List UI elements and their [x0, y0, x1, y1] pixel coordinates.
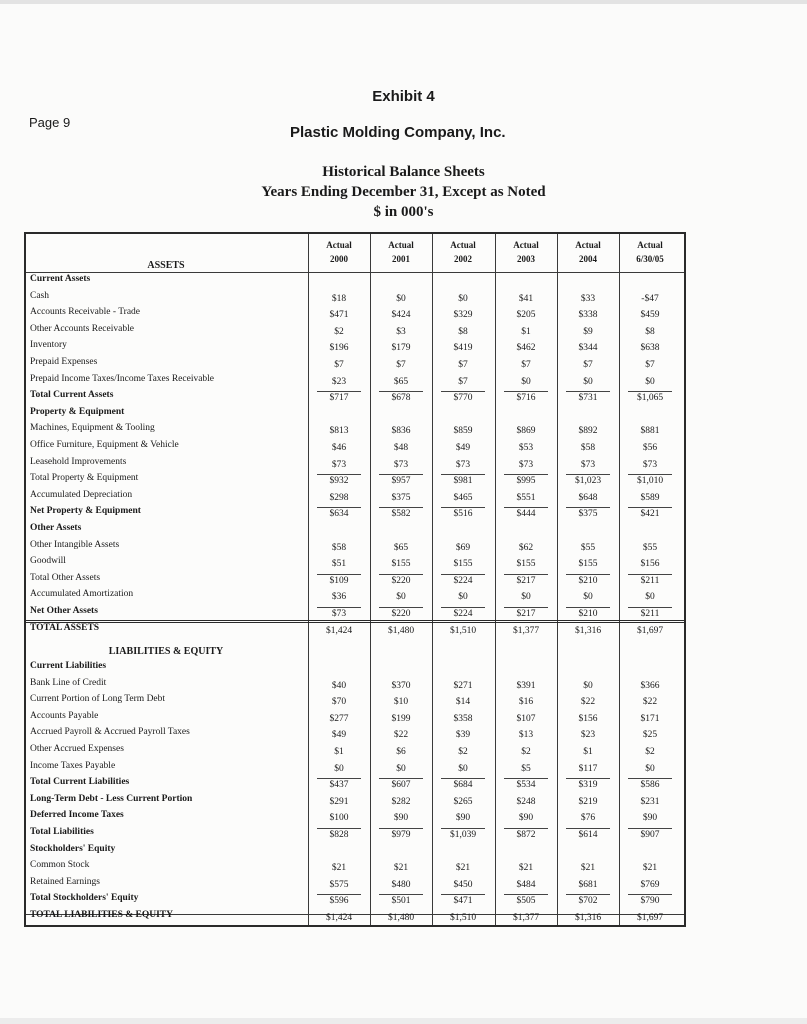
- asset-cell: $0: [645, 376, 655, 387]
- asset-cell: $459: [640, 310, 660, 321]
- liability-cell: $76: [580, 813, 596, 824]
- asset-cell: $678: [391, 393, 411, 404]
- asset-cell: $56: [642, 443, 658, 453]
- liability-cell: $40: [331, 680, 347, 691]
- asset-cell: $41: [518, 293, 534, 304]
- column-header-period: 2000: [330, 254, 348, 264]
- asset-cell: -$47: [641, 293, 659, 304]
- column-divider: [557, 234, 558, 925]
- liability-cell: $282: [391, 796, 411, 807]
- asset-row-label: Cash: [30, 290, 49, 301]
- asset-cell: $859: [453, 426, 473, 437]
- liability-cell: $21: [580, 863, 596, 874]
- asset-row-label: Leasehold Improvements: [30, 456, 127, 467]
- asset-row-label: Total Other Assets: [30, 572, 101, 583]
- liability-cell: $702: [578, 896, 598, 907]
- column-header-top: Actual: [575, 240, 601, 250]
- liability-cell: $21: [331, 863, 347, 874]
- liability-cell: $596: [329, 896, 349, 907]
- asset-cell: $338: [578, 310, 598, 321]
- liability-cell: $790: [640, 896, 660, 907]
- liability-cell: $2: [645, 747, 655, 757]
- total-underline: [317, 607, 361, 608]
- scan-edge-top: [0, 0, 807, 4]
- asset-cell: $53: [518, 443, 534, 453]
- liability-cell: $2: [521, 747, 531, 757]
- asset-cell: $444: [516, 509, 536, 520]
- column-header: [560, 238, 616, 266]
- asset-row-label: Other Assets: [30, 523, 82, 533]
- asset-cell: $8: [645, 326, 655, 337]
- liability-cell: $872: [516, 830, 536, 840]
- asset-cell: $7: [396, 360, 406, 370]
- liability-cell: $21: [642, 863, 658, 874]
- liability-cell: $22: [642, 697, 658, 708]
- asset-cell: $0: [645, 592, 655, 603]
- column-header-period: 2004: [579, 254, 597, 264]
- asset-row-label: Goodwill: [30, 556, 66, 567]
- total-underline: [441, 574, 485, 575]
- liability-cell: $1,316: [574, 913, 602, 923]
- asset-cell: $1,510: [449, 625, 477, 636]
- liability-cell: $271: [453, 680, 473, 691]
- liability-cell: $391: [516, 680, 536, 691]
- liability-cell: $575: [329, 879, 349, 890]
- asset-row-label: Accumulated Depreciation: [30, 489, 133, 500]
- asset-cell: $73: [455, 459, 471, 470]
- section-divider: [26, 620, 684, 623]
- asset-cell: $0: [396, 293, 406, 304]
- asset-cell: $881: [640, 426, 660, 437]
- asset-cell: $7: [334, 360, 344, 370]
- asset-row-label: Property & Equipment: [30, 406, 125, 417]
- asset-row-label: Total Current Assets: [30, 390, 114, 401]
- asset-row-label: Current Assets: [30, 274, 91, 284]
- asset-cell: $55: [642, 542, 658, 553]
- liability-cell: $684: [453, 780, 473, 791]
- asset-cell: $0: [521, 376, 531, 387]
- asset-cell: $155: [578, 559, 598, 570]
- liability-cell: $907: [640, 830, 660, 840]
- liability-cell: $501: [391, 896, 411, 907]
- liability-cell: $22: [580, 697, 596, 708]
- asset-cell: $18: [331, 293, 347, 304]
- column-divider: [495, 234, 496, 925]
- asset-cell: $155: [453, 559, 473, 570]
- asset-cell: $731: [578, 393, 598, 404]
- total-underline: [379, 607, 423, 608]
- liability-row-label: Other Accrued Expenses: [30, 744, 124, 754]
- liability-cell: $199: [391, 713, 411, 724]
- liability-cell: $769: [640, 879, 660, 890]
- column-header: [311, 238, 367, 266]
- asset-cell: $62: [518, 542, 534, 553]
- asset-cell: $716: [516, 393, 536, 404]
- liability-cell: $534: [516, 780, 536, 791]
- asset-cell: $9: [583, 326, 593, 337]
- liability-cell: $156: [578, 713, 598, 724]
- asset-cell: $73: [518, 459, 534, 470]
- asset-row-label: Other Intangible Assets: [30, 539, 120, 550]
- liability-cell: $0: [396, 763, 406, 774]
- liability-cell: $1,697: [636, 913, 664, 923]
- asset-cell: $224: [453, 575, 473, 586]
- asset-cell: $995: [516, 476, 536, 487]
- asset-cell: $155: [391, 559, 411, 570]
- asset-cell: $73: [642, 459, 658, 470]
- total-underline: [504, 574, 548, 575]
- liability-cell: $25: [642, 730, 658, 741]
- liability-cell: $1: [583, 747, 593, 757]
- asset-cell: $634: [329, 509, 349, 520]
- asset-row-label: Net Other Assets: [30, 606, 98, 616]
- liability-row-label: Accounts Payable: [30, 710, 99, 721]
- liability-cell: $2: [458, 747, 468, 757]
- asset-cell: $0: [458, 592, 468, 603]
- asset-cell: $1,480: [387, 625, 415, 636]
- liability-cell: $358: [453, 713, 473, 724]
- asset-cell: $51: [331, 559, 347, 570]
- liability-cell: $13: [518, 730, 534, 741]
- column-header-top: Actual: [388, 240, 414, 250]
- asset-cell: $1,023: [574, 476, 602, 487]
- liability-cell: $49: [331, 730, 347, 741]
- liability-cell: $90: [518, 813, 534, 824]
- asset-cell: $210: [578, 609, 598, 619]
- asset-cell: $770: [453, 393, 473, 404]
- sheet-units: $ in 000's: [373, 204, 434, 220]
- asset-row-label: Office Furniture, Equipment & Vehicle: [30, 440, 179, 450]
- asset-cell: $471: [329, 310, 349, 321]
- column-header-period: 6/30/05: [636, 254, 664, 264]
- total-underline: [379, 574, 423, 575]
- asset-cell: $8: [458, 326, 468, 337]
- asset-cell: $1,424: [325, 625, 353, 636]
- liability-row-label: Income Taxes Payable: [30, 760, 116, 771]
- asset-row-label: Accounts Receivable - Trade: [30, 307, 141, 318]
- asset-cell: $220: [391, 609, 411, 619]
- asset-cell: $375: [578, 509, 598, 520]
- asset-cell: $957: [391, 476, 411, 487]
- liabilities-section-title: LIABILITIES & EQUITY: [108, 646, 224, 657]
- liability-cell: $366: [640, 680, 660, 691]
- asset-cell: $1,065: [636, 393, 664, 404]
- liability-cell: $21: [393, 863, 409, 874]
- asset-cell: $210: [578, 575, 598, 586]
- asset-cell: $932: [329, 476, 349, 487]
- liability-cell: $614: [578, 830, 598, 840]
- liability-cell: $70: [331, 697, 347, 708]
- liability-row-label: Bank Line of Credit: [30, 677, 107, 688]
- asset-cell: $465: [453, 492, 473, 503]
- asset-cell: $55: [580, 542, 596, 553]
- asset-cell: $65: [393, 542, 409, 553]
- liability-cell: $0: [583, 680, 593, 691]
- asset-cell: $648: [578, 492, 598, 503]
- total-underline: [628, 607, 672, 608]
- asset-cell: $220: [391, 575, 411, 586]
- asset-cell: $0: [396, 592, 406, 603]
- liability-cell: $484: [516, 879, 536, 890]
- asset-cell: $7: [645, 360, 655, 370]
- scan-edge-bottom: [0, 1018, 807, 1024]
- sheet-subtitle: Years Ending December 31, Except as Noted: [261, 184, 546, 200]
- asset-cell: $48: [393, 443, 409, 453]
- liability-cell: $265: [453, 796, 473, 807]
- asset-cell: $196: [329, 343, 349, 354]
- liability-cell: $171: [640, 713, 660, 724]
- asset-cell: $7: [458, 360, 468, 370]
- liability-cell: $1,510: [449, 913, 477, 923]
- assets-section-title: ASSETS: [147, 260, 185, 271]
- liability-cell: $6: [396, 747, 406, 757]
- asset-cell: $109: [329, 575, 349, 586]
- asset-row-label: Net Property & Equipment: [30, 506, 141, 517]
- asset-cell: $217: [516, 609, 536, 619]
- column-divider: [370, 234, 371, 925]
- liability-cell: $1: [334, 747, 344, 757]
- asset-cell: $58: [580, 443, 596, 453]
- total-underline: [628, 574, 672, 575]
- asset-cell: $1,316: [574, 625, 602, 636]
- liability-cell: $231: [640, 796, 660, 807]
- liability-cell: $1,039: [449, 830, 477, 840]
- column-divider: [432, 234, 433, 925]
- liability-row-label: Deferred Income Taxes: [30, 810, 124, 821]
- asset-cell: $1,377: [512, 625, 540, 636]
- column-header: [498, 238, 554, 266]
- liability-cell: $90: [455, 813, 471, 824]
- asset-row-label: Inventory: [30, 340, 67, 351]
- liability-cell: $22: [393, 730, 409, 741]
- column-header-period: 2003: [517, 254, 535, 264]
- liability-row-label: Current Portion of Long Term Debt: [30, 694, 166, 705]
- asset-cell: $156: [640, 559, 660, 570]
- liability-row-label: Retained Earnings: [30, 876, 100, 887]
- column-header: [373, 238, 429, 266]
- sheet-title: Historical Balance Sheets: [322, 164, 485, 180]
- asset-cell: $2: [334, 326, 344, 337]
- asset-cell: $155: [516, 559, 536, 570]
- liability-row-label: Total Current Liabilities: [30, 777, 130, 788]
- asset-cell: $1: [521, 326, 531, 337]
- asset-cell: $813: [329, 426, 349, 437]
- asset-cell: $0: [458, 293, 468, 304]
- liability-row-label: Accrued Payroll & Accrued Payroll Taxes: [30, 727, 190, 738]
- asset-cell: $65: [393, 376, 409, 387]
- asset-cell: $589: [640, 492, 660, 503]
- asset-cell: $375: [391, 492, 411, 503]
- asset-cell: $69: [455, 542, 471, 553]
- liability-row-label: Current Liabilities: [30, 661, 107, 671]
- company-name: Plastic Molding Company, Inc.: [290, 124, 506, 141]
- liability-cell: $480: [391, 879, 411, 890]
- asset-cell: $73: [331, 459, 347, 470]
- total-underline: [317, 828, 361, 829]
- asset-cell: $73: [393, 459, 409, 470]
- asset-cell: $424: [391, 310, 411, 321]
- asset-cell: $892: [578, 426, 598, 437]
- liability-row-label: TOTAL LIABILITIES & EQUITY: [30, 910, 173, 920]
- header-rule: [26, 272, 684, 273]
- column-header-top: Actual: [326, 240, 352, 250]
- column-header-period: 2001: [392, 254, 410, 264]
- asset-cell: $638: [640, 343, 660, 354]
- liability-cell: $450: [453, 879, 473, 890]
- liability-cell: $100: [329, 813, 349, 824]
- liability-row-label: Total Stockholders' Equity: [30, 893, 139, 904]
- asset-cell: $224: [453, 609, 473, 619]
- asset-cell: $582: [391, 509, 411, 520]
- liability-row-label: Stockholders' Equity: [30, 843, 116, 854]
- exhibit-title: Exhibit 4: [372, 88, 435, 105]
- asset-row-label: TOTAL ASSETS: [30, 622, 100, 633]
- asset-row-label: Machines, Equipment & Tooling: [30, 423, 155, 434]
- asset-cell: $421: [640, 509, 660, 520]
- liability-cell: $16: [518, 697, 534, 708]
- total-underline: [441, 828, 485, 829]
- asset-cell: $33: [580, 293, 596, 304]
- total-underline: [566, 607, 610, 608]
- liability-cell: $291: [329, 796, 349, 807]
- asset-cell: $0: [583, 376, 593, 387]
- asset-row-label: Accumulated Amortization: [30, 589, 134, 600]
- asset-cell: $551: [516, 492, 536, 503]
- liability-cell: $39: [455, 730, 471, 741]
- liability-cell: $5: [521, 763, 531, 774]
- asset-cell: $36: [331, 592, 347, 603]
- liability-row-label: Long-Term Debt - Less Current Portion: [30, 793, 193, 804]
- total-underline: [566, 574, 610, 575]
- asset-row-label: Other Accounts Receivable: [30, 323, 134, 334]
- liability-cell: $1,377: [512, 913, 540, 923]
- liability-cell: $1,480: [387, 913, 415, 923]
- liability-cell: $681: [578, 879, 598, 890]
- liability-cell: $90: [642, 813, 658, 824]
- asset-cell: $1,010: [636, 476, 664, 487]
- column-header-top: Actual: [637, 240, 663, 250]
- liability-cell: $505: [516, 896, 536, 907]
- liability-cell: $979: [391, 830, 411, 840]
- asset-cell: $58: [331, 542, 347, 553]
- asset-cell: $836: [391, 426, 411, 437]
- asset-cell: $329: [453, 310, 473, 321]
- liability-cell: $21: [455, 863, 471, 874]
- asset-cell: $717: [329, 393, 349, 404]
- asset-cell: $1,697: [636, 625, 664, 636]
- asset-cell: $49: [455, 443, 471, 453]
- liability-cell: $1,424: [325, 913, 353, 923]
- asset-cell: $3: [396, 326, 406, 337]
- total-underline: [628, 828, 672, 829]
- liability-cell: $10: [393, 697, 409, 708]
- total-underline: [504, 607, 548, 608]
- asset-cell: $0: [521, 592, 531, 603]
- liability-cell: $828: [329, 830, 349, 840]
- liability-cell: $90: [393, 813, 409, 824]
- total-underline: [566, 828, 610, 829]
- column-header-top: Actual: [450, 240, 476, 250]
- liability-cell: $319: [578, 780, 598, 791]
- total-underline: [504, 828, 548, 829]
- total-underline: [441, 607, 485, 608]
- liability-cell: $607: [391, 780, 411, 791]
- asset-cell: $869: [516, 426, 536, 437]
- liability-cell: $248: [516, 796, 536, 807]
- column-header-period: 2002: [454, 254, 472, 264]
- column-header: [622, 238, 678, 266]
- total-underline: [379, 828, 423, 829]
- liability-cell: $437: [329, 780, 349, 791]
- liability-cell: $277: [329, 713, 349, 724]
- column-header: [435, 238, 491, 266]
- column-divider: [308, 234, 309, 925]
- liability-cell: $370: [391, 680, 411, 691]
- asset-cell: $46: [331, 443, 347, 453]
- liability-cell: $219: [578, 796, 598, 807]
- page-number: Page 9: [29, 115, 71, 130]
- liability-cell: $471: [453, 896, 473, 907]
- liability-cell: $0: [334, 763, 344, 774]
- asset-row-label: Prepaid Income Taxes/Income Taxes Receivable: [30, 373, 215, 384]
- liability-cell: $21: [518, 863, 534, 874]
- liability-cell: $117: [578, 763, 598, 774]
- asset-row-label: Prepaid Expenses: [30, 357, 98, 367]
- asset-cell: $298: [329, 492, 349, 503]
- asset-cell: $211: [640, 575, 660, 586]
- balance-sheet-table: [24, 232, 686, 927]
- asset-cell: $7: [583, 360, 593, 370]
- asset-cell: $462: [516, 343, 536, 354]
- asset-cell: $73: [331, 609, 347, 619]
- asset-row-label: Total Property & Equipment: [30, 473, 139, 484]
- asset-cell: $205: [516, 310, 536, 321]
- liability-cell: $0: [645, 763, 655, 774]
- liability-cell: $0: [458, 763, 468, 774]
- liability-cell: $23: [580, 730, 596, 741]
- total-underline: [317, 574, 361, 575]
- asset-cell: $179: [391, 343, 411, 354]
- liability-row-label: Common Stock: [30, 860, 90, 871]
- asset-cell: $0: [583, 592, 593, 603]
- liability-cell: $14: [455, 697, 471, 708]
- column-divider: [619, 234, 620, 925]
- column-header-top: Actual: [513, 240, 539, 250]
- asset-cell: $344: [578, 343, 598, 354]
- liability-row-label: Total Liabilities: [30, 827, 94, 837]
- asset-cell: $516: [453, 509, 473, 520]
- asset-cell: $73: [580, 459, 596, 470]
- asset-cell: $217: [516, 575, 536, 586]
- asset-cell: $7: [521, 360, 531, 370]
- liability-cell: $107: [516, 713, 536, 724]
- asset-cell: $23: [331, 376, 347, 387]
- asset-cell: $419: [453, 343, 473, 354]
- asset-cell: $211: [640, 609, 660, 619]
- liability-cell: $586: [640, 780, 660, 791]
- asset-cell: $7: [458, 376, 468, 387]
- asset-cell: $981: [453, 476, 473, 487]
